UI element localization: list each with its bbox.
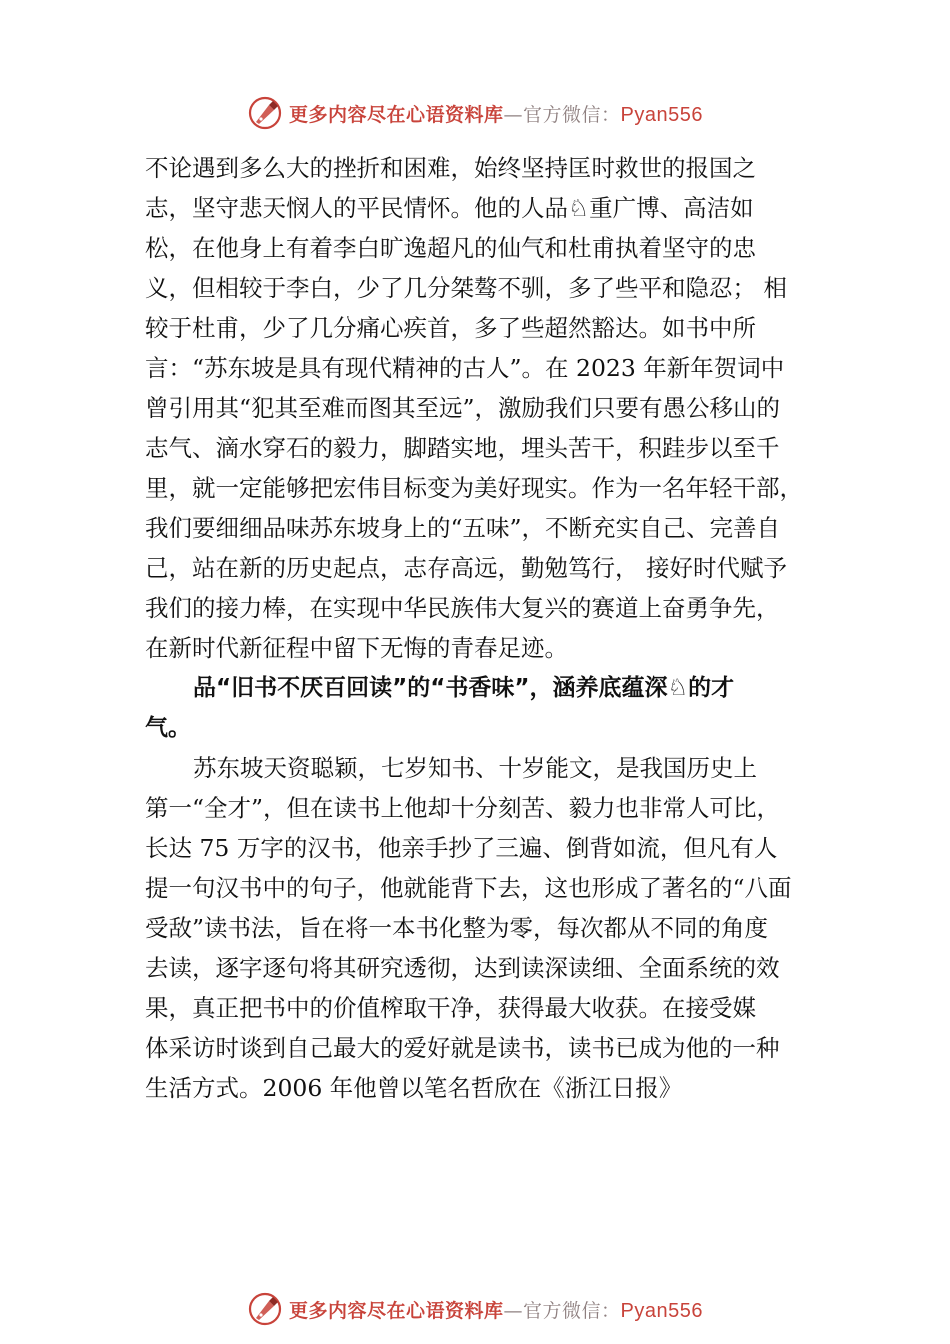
text-line: 长达 75 万字的汉书，他亲手抄了三遍、倒背如流，但凡有人 [145, 834, 778, 862]
header-prefix: 更多内容尽在心语资料库 [289, 103, 504, 126]
paragraph-1 [145, 148, 835, 668]
pen-nib-logo-icon [247, 95, 283, 131]
text-line: 去读，逐字逐句将其研究透彻，达到读深读细、全面系统的效 [145, 954, 780, 982]
text-line: 苏东坡天资聪颖，七岁知书、十岁能文，是我国历史上 [193, 754, 757, 782]
footer-separator: —官方微信： [503, 1299, 621, 1322]
pen-nib-logo-icon [247, 1291, 283, 1327]
header-separator: —官方微信： [503, 103, 621, 126]
text-line: 较于杜甫，少了几分痛心疾首，多了些超然豁达。如书中所 [145, 314, 756, 342]
text-line: 曾引用其“犯其至难而图其至远”，激励我们只要有愚公移山的 [145, 394, 781, 422]
text-line: 义，但相较于李白，少了几分桀骜不驯，多了些平和隐忍； 相 [145, 274, 787, 302]
header-wechat-id: Pyan556 [620, 103, 703, 126]
text-line: 果，真正把书中的价值榨取干净，获得最大收获。在接受媒 [145, 994, 756, 1022]
text-line: 第一“全才”，但在读书上他却十分刻苦、毅力也非常人可比， [145, 794, 781, 822]
heading-line: 气。 [145, 715, 191, 741]
section-heading [145, 668, 835, 748]
text-line: 松，在他身上有着李白旷逸超凡的仙气和杜甫执着坚守的忠 [145, 234, 756, 262]
paragraph-2 [145, 748, 835, 1108]
footer-banner [0, 1289, 950, 1329]
text-line: 在新时代新征程中留下无悔的青春足迹。 [145, 634, 568, 662]
header-text [289, 100, 703, 127]
text-line: 不论遇到多么大的挫折和困难，始终坚持匡时救世的报国之 [145, 154, 756, 182]
text-line: 提一句汉书中的句子，他就能背下去，这也形成了著名的“八面 [145, 874, 792, 902]
text-line: 体采访时谈到自己最大的爱好就是读书，读书已成为他的一种 [145, 1034, 780, 1062]
text-line: 我们的接力棒，在实现中华民族伟大复兴的赛道上奋勇争先， [145, 594, 780, 622]
footer-text [289, 1296, 703, 1323]
document-body [145, 148, 835, 1108]
text-line: 里，就一定能够把宏伟目标变为美好现实。作为一名年轻干部， [145, 474, 803, 502]
footer-wechat-id: Pyan556 [620, 1299, 703, 1322]
text-line: 己，站在新的历史起点，志存高远，勤勉笃行， 接好时代赋予 [145, 554, 787, 582]
text-line: 言：“苏东坡是具有现代精神的古人”。在 2023 年新年贺词中 [145, 354, 785, 382]
text-line: 受敌”读书法，旨在将一本书化整为零，每次都从不同的角度 [145, 914, 769, 942]
text-line: 生活方式。2006 年他曾以笔名哲欣在《浙江日报》 [145, 1074, 683, 1102]
text-line: 志气、滴水穿石的毅力，脚踏实地，埋头苦干，积跬步以至千 [145, 434, 780, 462]
footer-prefix: 更多内容尽在心语资料库 [289, 1299, 504, 1322]
heading-line: 品“旧书不厌百回读”的“书香味”，涵养底蕴深♘的才 [193, 675, 735, 701]
text-line: 志，坚守悲天悯人的平民情怀。他的人品♘重广博、高洁如 [145, 194, 754, 222]
text-line: 我们要细细品味苏东坡身上的“五味”，不断充实自己、完善自 [145, 514, 781, 542]
header-banner [0, 93, 950, 133]
